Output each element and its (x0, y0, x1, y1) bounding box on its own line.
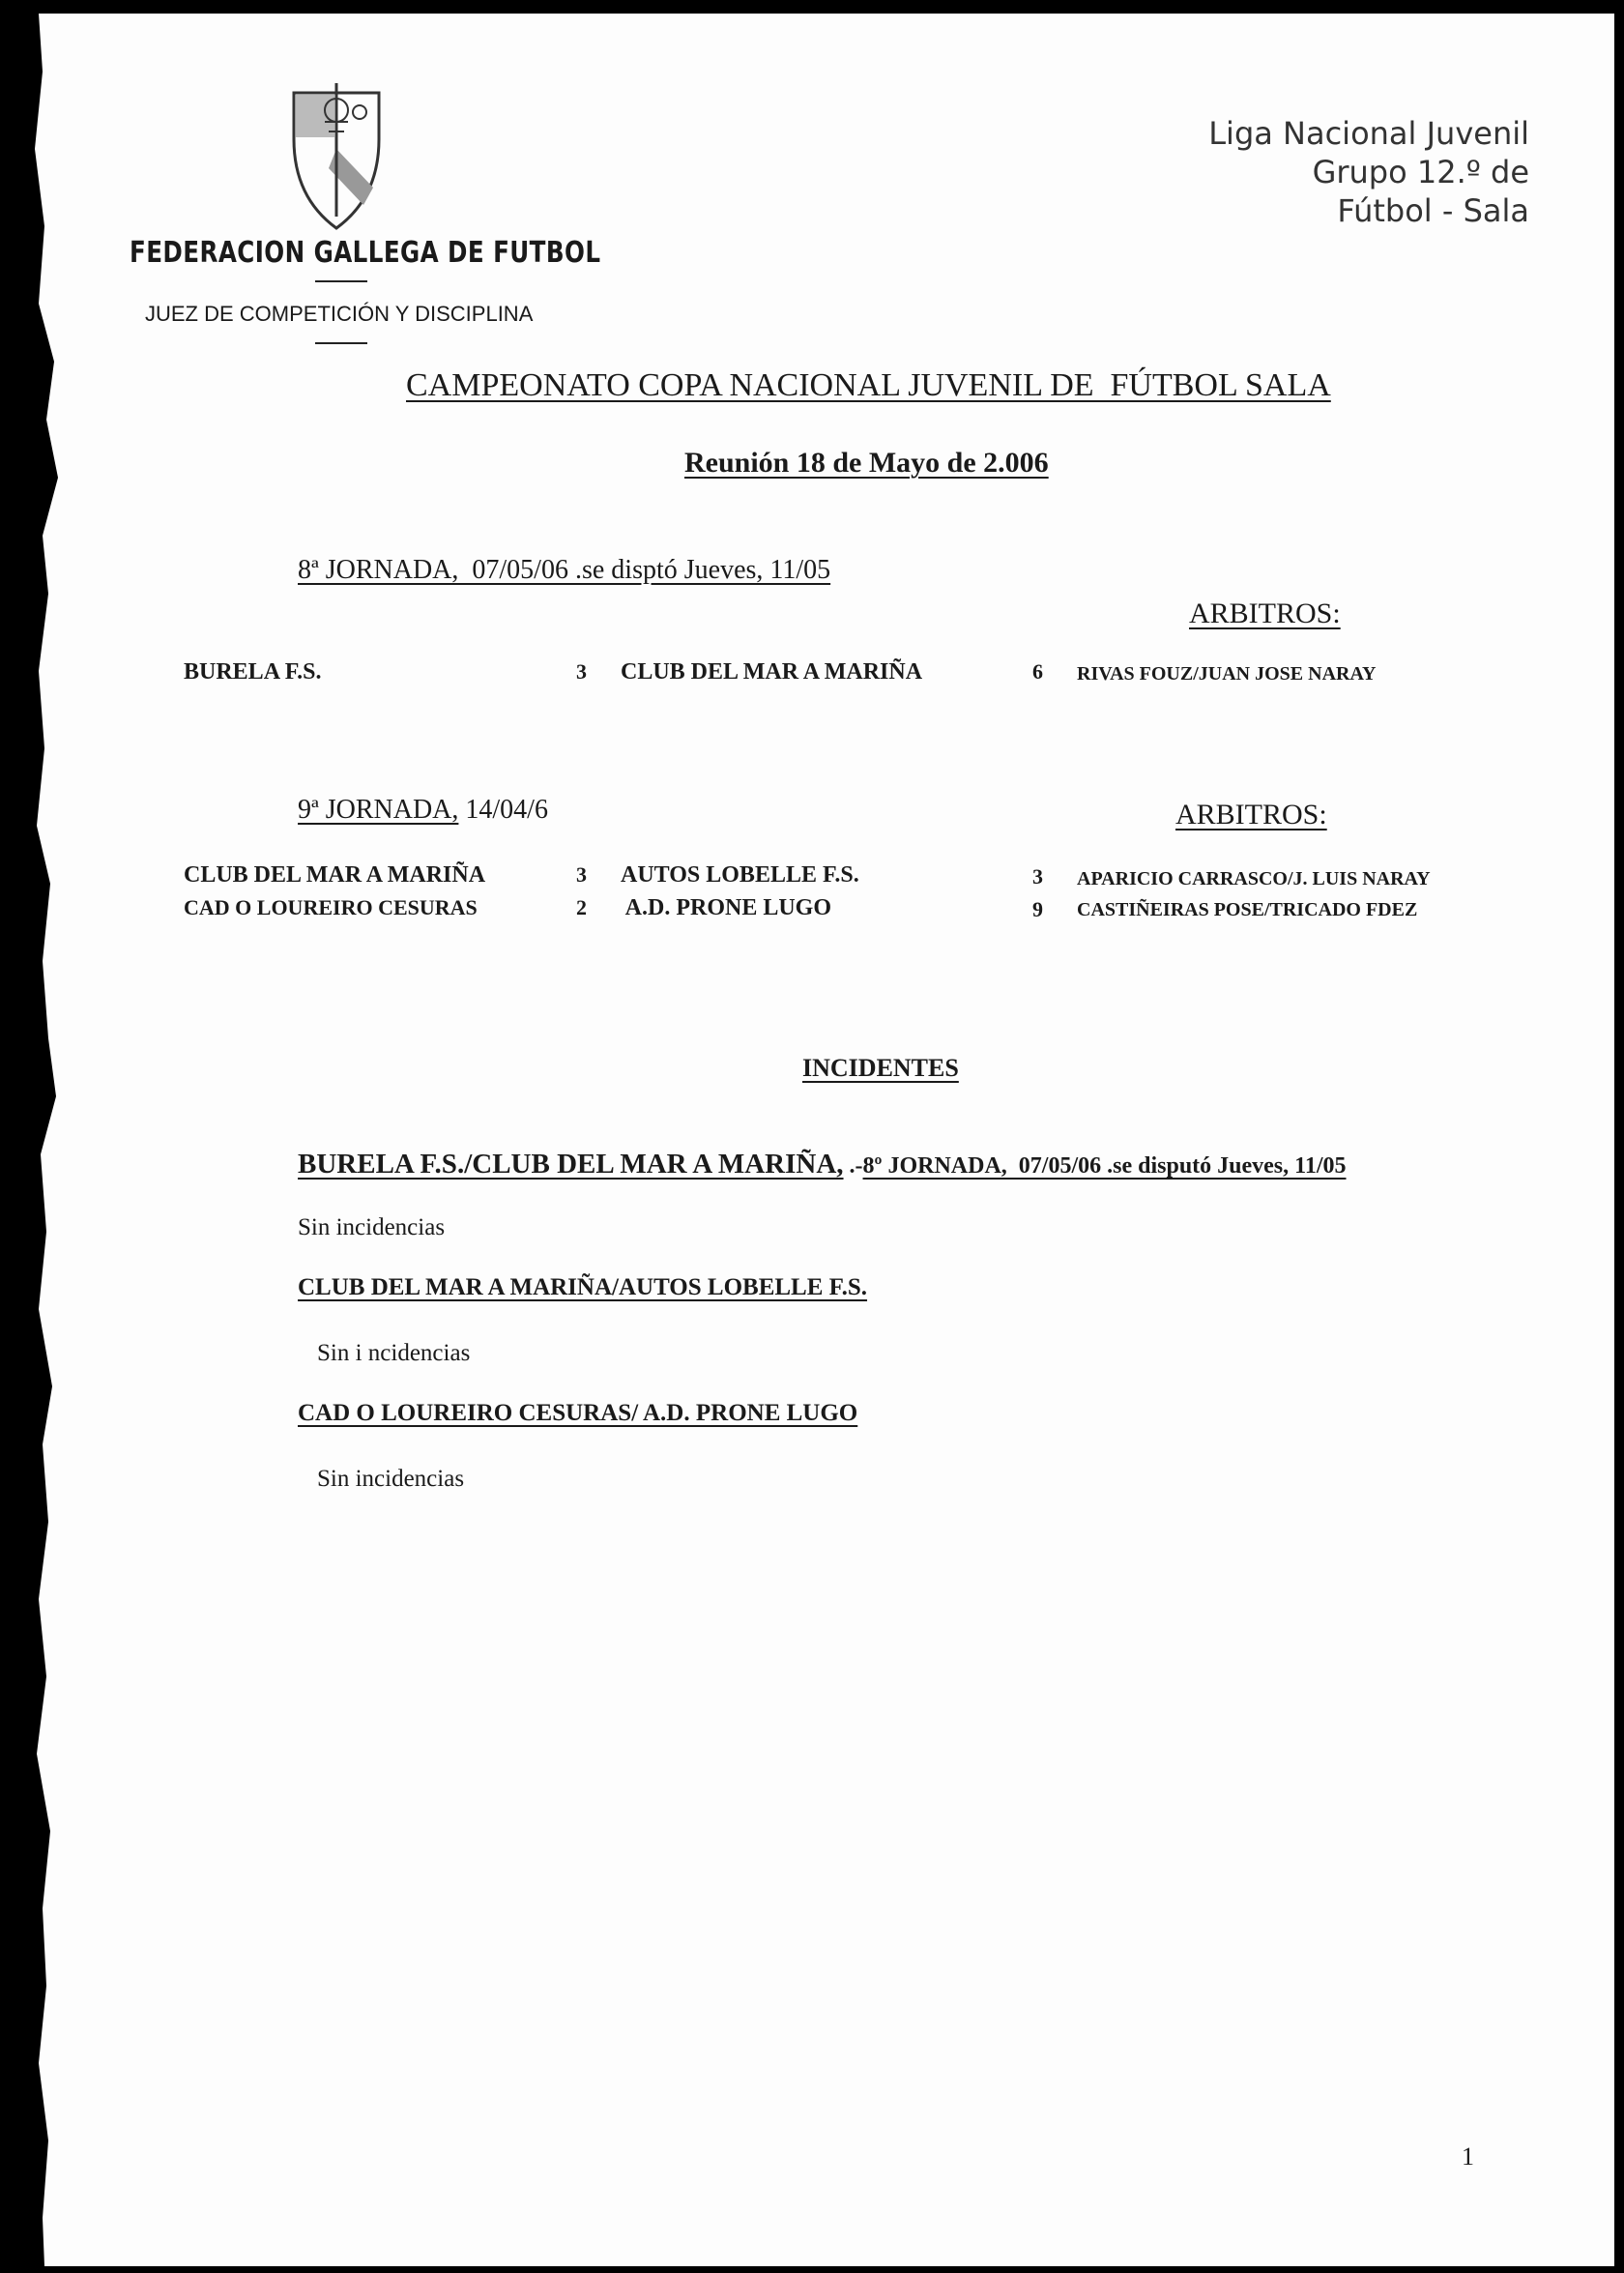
match-referees: APARICIO CARRASCO/J. LUIS NARAY (1077, 868, 1431, 889)
document-page (21, 14, 1614, 2266)
incident-teams: BURELA F.S./CLUB DEL MAR A MARIÑA, (298, 1149, 844, 1180)
jornada-8-heading: 8ª JORNADA, 07/05/06 .se disptó Jueves, 11/05 (298, 555, 831, 585)
league-line-1: Liga Nacional Juvenil (1208, 115, 1529, 152)
match-referees: CASTIÑEIRAS POSE/TRICADO FDEZ (1077, 899, 1418, 920)
match-home-team: CLUB DEL MAR A MARIÑA (184, 862, 486, 888)
incident-title (298, 1149, 1347, 1180)
federation-shield-logo (290, 81, 383, 234)
jornada-9-heading (298, 795, 548, 826)
incident-text: Sin i ncidencias (317, 1340, 471, 1366)
torn-edge (21, 14, 87, 2266)
match-away-team: CLUB DEL MAR A MARIÑA (621, 659, 923, 685)
document-title: CAMPEONATO COPA NACIONAL JUVENIL DE FÚTBOL SALA (406, 367, 1331, 403)
incident-text: Sin incidencias (317, 1466, 465, 1492)
incident-text: Sin incidencias (298, 1214, 446, 1240)
divider (315, 280, 367, 282)
page-number: 1 (1462, 2142, 1474, 2171)
referees-label: ARBITROS: (1175, 799, 1327, 831)
incident-separator: .- (843, 1153, 863, 1179)
department-name: JUEZ DE COMPETICIÓN Y DISCIPLINA (145, 302, 534, 326)
match-home-score: 3 (576, 862, 587, 887)
match-away-score: 3 (1032, 864, 1043, 889)
match-away-score: 6 (1032, 659, 1043, 684)
federation-name: FEDERACION GALLEGA DE FUTBOL (130, 236, 601, 270)
league-line-2: Grupo 12.º de (1312, 154, 1529, 190)
league-info (1208, 114, 1529, 230)
match-away-team: A.D. PRONE LUGO (621, 895, 832, 920)
incident-jornada: 8º JORNADA, 07/05/06 .se disputó Jueves, 11/05 (862, 1153, 1347, 1179)
match-referees: RIVAS FOUZ/JUAN JOSE NARAY (1077, 663, 1377, 685)
incident-title: CLUB DEL MAR A MARIÑA/AUTOS LOBELLE F.S. (298, 1274, 868, 1300)
match-home-score: 3 (576, 659, 587, 684)
match-home-team: CAD O LOUREIRO CESURAS (184, 895, 478, 919)
match-home-team: BURELA F.S. (184, 659, 322, 685)
league-line-3: Fútbol - Sala (1337, 192, 1529, 229)
match-home-score: 2 (576, 895, 587, 919)
jornada-9-label: 9ª JORNADA, (298, 795, 459, 825)
incidents-heading: INCIDENTES (802, 1054, 959, 1082)
match-away-team: AUTOS LOBELLE F.S. (621, 862, 859, 888)
divider (315, 342, 367, 344)
referees-label: ARBITROS: (1189, 597, 1341, 629)
meeting-date: Reunión 18 de Mayo de 2.006 (684, 447, 1049, 479)
jornada-9-date: 14/04/6 (458, 795, 548, 825)
incident-title: CAD O LOUREIRO CESURAS/ A.D. PRONE LUGO (298, 1400, 858, 1426)
match-away-score: 9 (1032, 897, 1043, 921)
